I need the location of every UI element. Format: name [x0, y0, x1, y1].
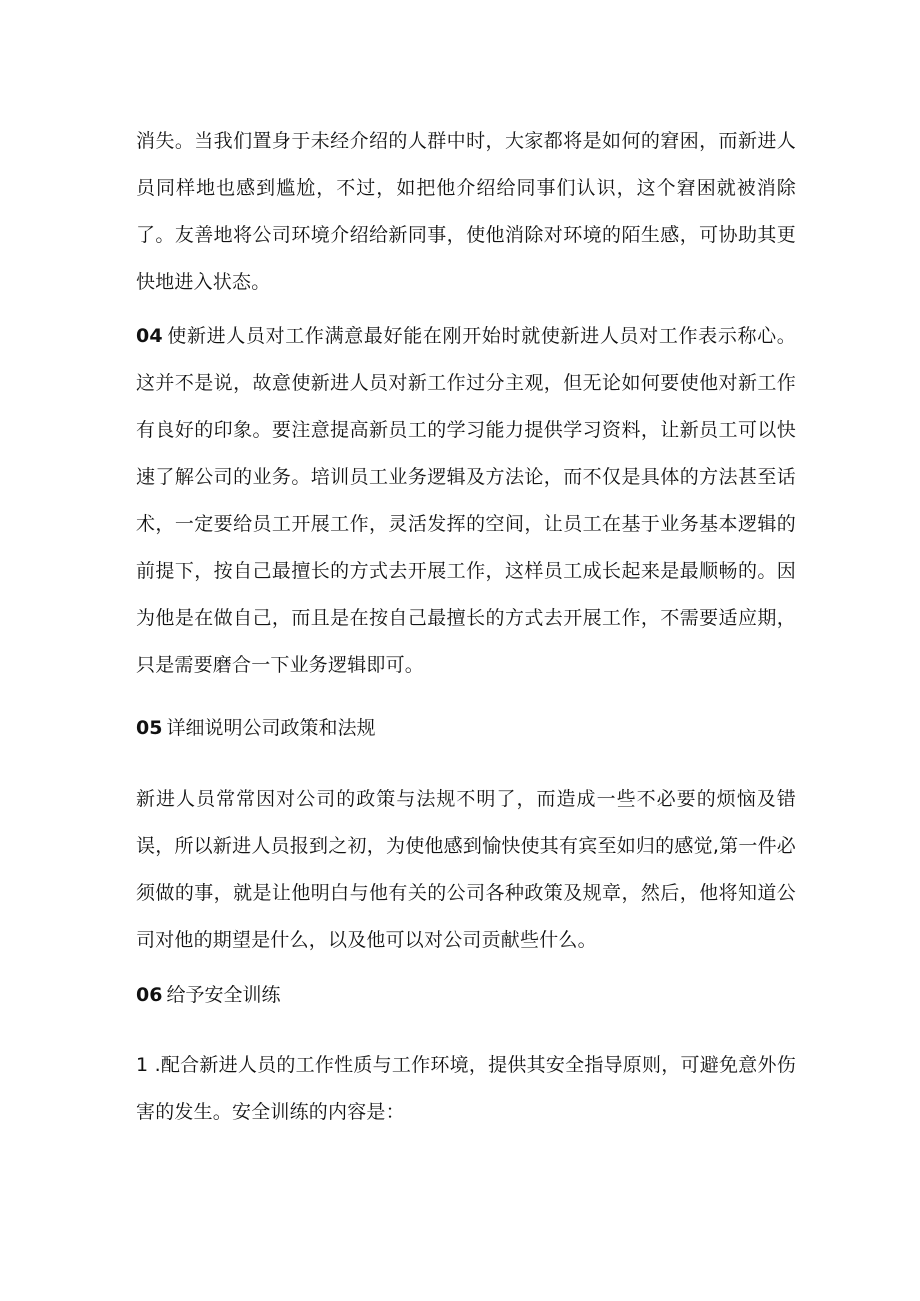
section-04-paragraph — [136, 313, 796, 689]
section-06-item-1: 1 .配合新进人员的工作性质与工作环境，提供其安全指导原则，可避免意外伤害的发生。安全训练的内容是： — [136, 1054, 796, 1123]
section-05-title: 详细说明公司政策和法规 — [166, 717, 376, 739]
section-05-heading — [136, 705, 796, 752]
section-06-title: 给予安全训练 — [166, 984, 281, 1006]
section-06-number: 06 — [136, 984, 163, 1006]
section-05-paragraph: 新进人员常常因对公司的政策与法规不明了，而造成一些不必要的烦恼及错误，所以新进人员报到之初，为使他感到愉快使其有宾至如归的感觉,第一件必须做的事，就是让他明白与他有关的公司各种政策及规章，然后，他将知道公司对他的期望是什么，以及他可以对公司贡献些什么。 — [136, 788, 796, 951]
section-06-heading — [136, 972, 796, 1019]
section-05-number: 05 — [136, 717, 163, 739]
section-04-number: 04 — [136, 325, 163, 347]
section-04-text: 使新进人员对工作满意最好能在刚开始时就使新进人员对工作表示称心。这并不是说，故意使新进人员对新工作过分主观，但无论如何要使他对新工作有良好的印象。要注意提高新员工的学习能力提供学习资料，让新员工可以快速了解公司的业务。培训员工业务逻辑及方法论，而不仅是具体的方法甚至话术，一定要给员工开展工作，灵活发挥的空间，让员工在基于业务基本逻辑的前提下，按自己最擅长的方式去开展工作，这样员工成长起来是最顺畅的。因为他是在做自己，而且是在按自己最擅长的方式去开展工作，不需要适应期，只是需要磨合一下业务逻辑即可。 — [136, 325, 796, 676]
intro-paragraph: 消失。当我们置身于未经介绍的人群中时，大家都将是如何的窘困，而新进人员同样地也感到尴尬，不过，如把他介绍给同事们认识，这个窘困就被消除了。友善地将公司环境介绍给新同事，使他消除对环境的陌生感，可协助其更快地进入状态。 — [136, 130, 796, 293]
